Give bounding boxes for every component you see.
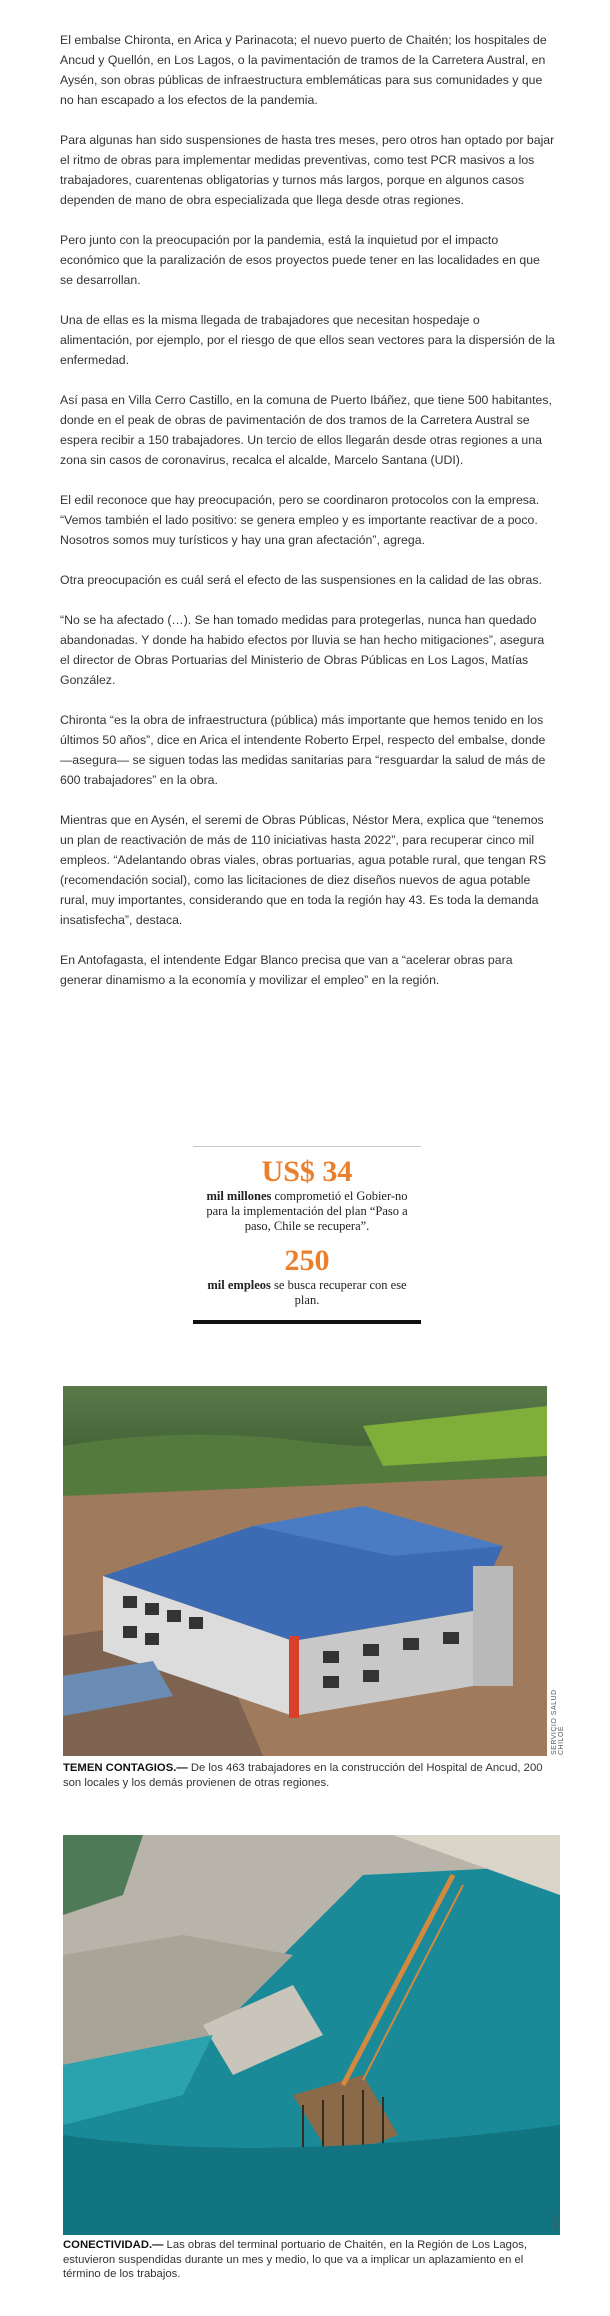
paragraph-7: Otra preocupación es cuál será el efecto de las suspensiones en la calidad de las obras. bbox=[60, 573, 542, 587]
stat-jobs-text bbox=[193, 1278, 421, 1308]
stat-investment-number: US$ 34 bbox=[261, 1155, 353, 1188]
port-photo bbox=[63, 1835, 560, 2235]
hospital-caption-title: TEMEN CONTAGIOS.— bbox=[63, 1762, 188, 1774]
infobox-top-rule bbox=[193, 1146, 421, 1147]
port-photo-illustration bbox=[63, 1835, 560, 2235]
port-photo-credit: MOP bbox=[553, 2212, 560, 2230]
paragraph-1: El embalse Chironta, en Arica y Parinacota; el nuevo puerto de Chaitén; los hospitales de Ancud y Quellón, en Los Lagos, o la pavimentación de tramos de la Carretera Austral, en Aysén, son obras públicas de infraestructura emblemáticas para sus comunidades y que no han escapado a los efectos de la pandemia. bbox=[60, 33, 547, 107]
port-photo-caption bbox=[63, 2238, 560, 2282]
infobox-bottom-rule bbox=[193, 1320, 421, 1324]
stat-jobs-bold: mil empleos bbox=[207, 1278, 271, 1292]
stats-infobox bbox=[193, 1146, 421, 1324]
port-caption-text: Las obras del terminal portuario de Chaitén, en la Región de Los Lagos, estuvieron suspendidas durante un mes y medio, lo que va a implicar un aplazamiento en el término de los trabajos. bbox=[63, 2239, 528, 2280]
hospital-photo-caption bbox=[63, 1761, 547, 1790]
stat-jobs-number: 250 bbox=[284, 1244, 330, 1277]
paragraph-8: “No se ha afectado (…). Se han tomado medidas para protegerlas, nunca han quedado abandonadas. Y donde ha habido efectos por lluvia se han hecho mitigaciones”, asegura el director de Obras Portuarias del Ministerio de Obras Públicas en Los Lagos, Matías González. bbox=[60, 613, 545, 687]
paragraph-9: Chironta “es la obra de infraestructura (pública) más importante que hemos tenido en los últimos 50 años”, dice en Arica el intendente Roberto Erpel, respecto del embalse, donde —asegura— se siguen todas las medidas sanitarias para “resguardar la salud de más de 600 trabajadores” en la obra. bbox=[60, 713, 546, 787]
hospital-photo bbox=[63, 1386, 547, 1756]
stat-jobs-desc: se busca recuperar con ese plan. bbox=[270, 1278, 407, 1307]
paragraph-11: En Antofagasta, el intendente Edgar Blanco precisa que van a “acelerar obras para generar dinamismo a la economía y movilizar el empleo” en la región. bbox=[60, 953, 513, 987]
paragraph-10: Mientras que en Aysén, el seremi de Obras Públicas, Néstor Mera, explica que “tenemos un plan de reactivación de más de 110 iniciativas hasta 2022”, para recuperar cinco mil empleos. “Adelantando obras viales, obras portuarias, agua potable rural, que tengan RS (recomendación social), como las licitaciones de diez diseños nuevos de agua potable rural, muy importantes, considerando que en toda la región hay 43. Es toda la demanda insatisfecha”, destaca. bbox=[60, 813, 547, 927]
hospital-photo-illustration bbox=[63, 1386, 547, 1756]
hospital-caption-text: De los 463 trabajadores en la construcción del Hospital de Ancud, 200 son locales y los demás provienen de otras regiones. bbox=[63, 1762, 543, 1789]
paragraph-5: Así pasa en Villa Cerro Castillo, en la comuna de Puerto Ibáñez, que tiene 500 habitantes, donde en el peak de obras de pavimentación de dos tramos de la Carretera Austral se espera recibir a 150 trabajadores. Un tercio de ellos llegarán desde otras regiones a una zona sin casos de coronavirus, recalca el alcalde, Marcelo Santana (UDI). bbox=[60, 393, 552, 467]
hospital-photo-credit: SERVICIO SALUD CHILOÉ bbox=[551, 1689, 565, 1755]
stat-investment-desc: comprometió el Gobier-no para la implementación del plan “Paso a paso, Chile se recupera”. bbox=[206, 1189, 408, 1233]
paragraph-4: Una de ellas es la misma llegada de trabajadores que necesitan hospedaje o alimentación, por ejemplo, por el riesgo de que ellos sean vectores para la dispersión de la enfermedad. bbox=[60, 313, 555, 367]
paragraph-2: Para algunas han sido suspensiones de hasta tres meses, pero otros han optado por bajar el ritmo de obras para implementar medidas preventivas, como test PCR masivos a los trabajadores, cuarentenas obligatorias y turnos más largos, porque en algunos casos dependen de mano de obra especializada que llega desde otras regiones. bbox=[60, 133, 555, 207]
paragraph-3: Pero junto con la preocupación por la pandemia, está la inquietud por el impacto económico que la paralización de esos proyectos puede tener en las localidades en que se desarrollan. bbox=[60, 233, 540, 287]
stat-investment-bold: mil millones bbox=[206, 1189, 272, 1203]
port-caption-title: CONECTIVIDAD.— bbox=[63, 2239, 164, 2251]
stat-investment-text bbox=[193, 1189, 421, 1234]
paragraph-6: El edil reconoce que hay preocupación, pero se coordinaron protocolos con la empresa. “Vemos también el lado positivo: se genera empleo y es importante reactivar de a poco. Nosotros somos muy turísticos y hay una gran afectación”, agrega. bbox=[60, 493, 540, 547]
article-body bbox=[60, 30, 555, 1010]
